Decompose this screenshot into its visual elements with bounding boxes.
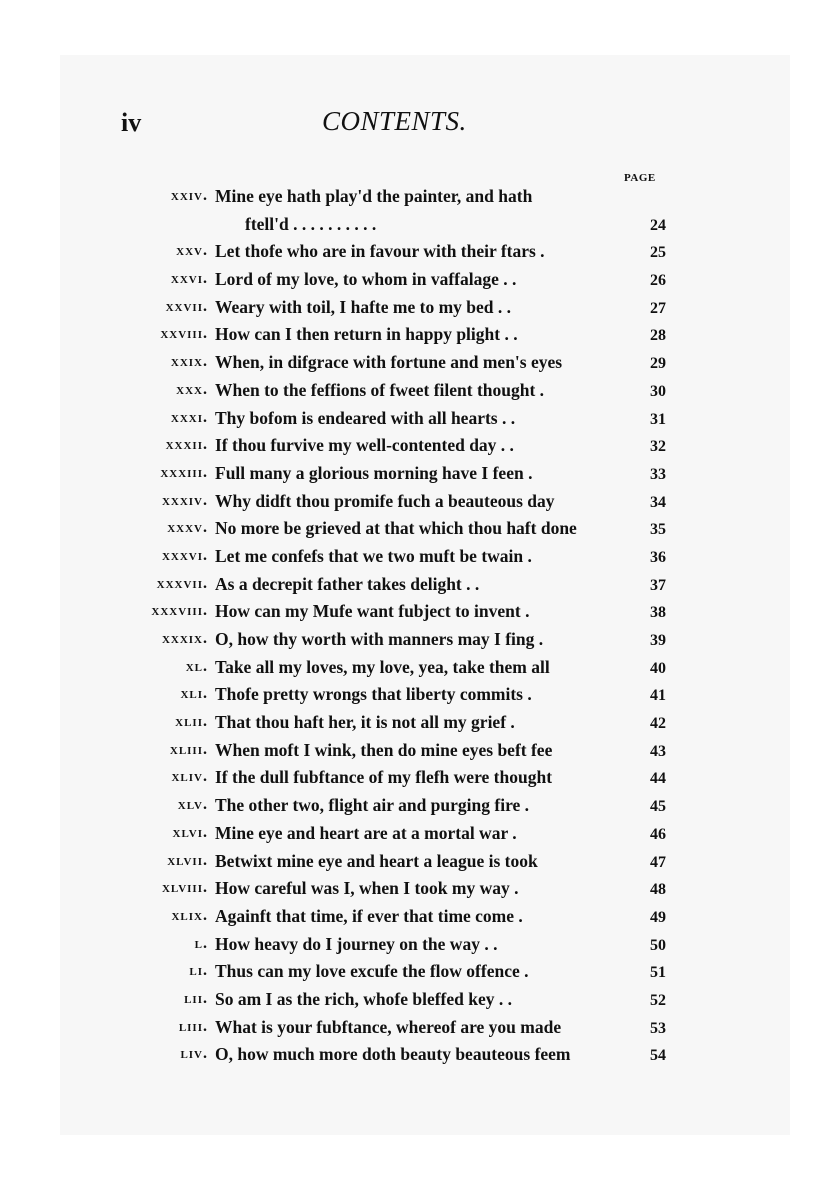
first-line: How can my Mufe want fubject to invent . bbox=[215, 601, 530, 622]
sonnet-number: xxx. bbox=[176, 380, 208, 398]
sonnet-number: xlviii. bbox=[161, 879, 208, 897]
first-line: So am I as the rich, whofe bleffed key . . bbox=[215, 988, 512, 1009]
page-number: 39 bbox=[650, 632, 666, 649]
page-number: 48 bbox=[650, 881, 666, 899]
sonnet-number: xlvi. bbox=[172, 823, 208, 841]
sonnet-number: xxxv. bbox=[167, 519, 208, 537]
contents-entry bbox=[0, 322, 840, 350]
contents-entry bbox=[0, 239, 840, 267]
first-line: How can I then return in happy plight . . bbox=[215, 324, 518, 345]
sonnet-number: xxv. bbox=[176, 242, 208, 260]
page-number: 26 bbox=[650, 272, 666, 290]
first-line: Let thofe who are in favour with their ftars . bbox=[215, 241, 545, 262]
page-number: 46 bbox=[650, 825, 666, 843]
sonnet-number: li. bbox=[189, 962, 208, 980]
page-number: 38 bbox=[650, 604, 666, 622]
contents-list bbox=[0, 184, 840, 1070]
contents-entry bbox=[0, 516, 840, 544]
contents-entry bbox=[0, 489, 840, 517]
contents-entry bbox=[0, 765, 840, 793]
page-number: 29 bbox=[650, 355, 666, 373]
page-number: 49 bbox=[650, 908, 666, 926]
page-number: 47 bbox=[650, 853, 666, 871]
sonnet-number: xlix. bbox=[171, 906, 208, 924]
sonnet-number: xli. bbox=[180, 685, 208, 703]
sonnet-number: xxxvi. bbox=[161, 546, 208, 564]
page-number: 28 bbox=[650, 327, 666, 345]
sonnet-number: l. bbox=[194, 934, 208, 952]
first-line: What is your fubftance, whereof are you made bbox=[215, 1016, 562, 1037]
page-title: CONTENTS. bbox=[322, 106, 467, 136]
first-line: That thou haft her, it is not all my grief . bbox=[215, 712, 515, 733]
contents-entry bbox=[0, 932, 840, 960]
page-number: 30 bbox=[650, 382, 666, 400]
page-number: 36 bbox=[650, 548, 666, 566]
sonnet-number: xlv. bbox=[177, 796, 208, 814]
contents-entry bbox=[0, 710, 840, 738]
contents-entry bbox=[0, 267, 840, 295]
sonnet-number: xxxvii. bbox=[156, 574, 208, 592]
page-number: 43 bbox=[650, 742, 666, 760]
first-line: Betwixt mine eye and heart a league is took bbox=[215, 850, 538, 871]
first-line: As a decrepit father takes delight . . bbox=[215, 573, 480, 594]
contents-entry bbox=[0, 793, 840, 821]
contents-entry bbox=[0, 655, 840, 683]
first-line: Thofe pretty wrongs that liberty commits . bbox=[215, 684, 532, 705]
page-number: 42 bbox=[650, 715, 666, 733]
page-folio: iv bbox=[121, 108, 142, 137]
contents-entry bbox=[0, 599, 840, 627]
page-number: 41 bbox=[650, 687, 666, 705]
contents-entry bbox=[0, 406, 840, 434]
page-column-label: PAGE bbox=[624, 172, 656, 184]
contents-entry bbox=[0, 461, 840, 489]
first-line: How heavy do I journey on the way . . bbox=[215, 933, 498, 954]
sonnet-number: xxiv. bbox=[170, 187, 208, 204]
first-line: Thus can my love excufe the flow offence . bbox=[215, 961, 529, 982]
contents-entry bbox=[0, 1015, 840, 1043]
sonnet-number: xliv. bbox=[171, 768, 208, 786]
contents-entry bbox=[0, 627, 840, 655]
page-number: 25 bbox=[650, 244, 666, 262]
contents-entry bbox=[0, 682, 840, 710]
page-number: 51 bbox=[650, 964, 666, 982]
first-line: Full many a glorious morning have I feen . bbox=[215, 462, 533, 483]
sonnet-number: liii. bbox=[178, 1017, 208, 1035]
contents-entry bbox=[0, 1042, 840, 1070]
first-line: If thou furvive my well-contented day . . bbox=[215, 435, 514, 456]
contents-entry bbox=[0, 433, 840, 461]
first-line: Mine eye hath play'd the painter, and hath bbox=[215, 186, 533, 206]
contents-entry bbox=[0, 212, 840, 240]
page-number: 24 bbox=[650, 216, 666, 234]
sonnet-number: xxxiv. bbox=[161, 491, 208, 509]
page-number: 45 bbox=[650, 798, 666, 816]
contents-entry bbox=[0, 904, 840, 932]
first-line: If the dull fubftance of my flefh were thought bbox=[215, 767, 553, 788]
page-number: 54 bbox=[650, 1047, 666, 1065]
page-number: 31 bbox=[650, 410, 666, 428]
first-line: O, how much more doth beauty beauteous feem bbox=[215, 1044, 571, 1065]
sonnet-number: xxxviii. bbox=[151, 602, 208, 620]
first-line: When, in difgrace with fortune and men's eyes bbox=[215, 352, 563, 373]
first-line: Againft that time, if ever that time come . bbox=[215, 905, 523, 926]
first-line: Mine eye and heart are at a mortal war . bbox=[215, 822, 517, 843]
sonnet-number: liv. bbox=[180, 1045, 208, 1063]
first-line: Why didft thou promife fuch a beauteous day bbox=[215, 490, 555, 511]
page-number: 52 bbox=[650, 991, 666, 1009]
page-number: 27 bbox=[650, 299, 666, 317]
first-line: Thy bofom is endeared with all hearts . . bbox=[215, 407, 516, 428]
contents-entry bbox=[0, 544, 840, 572]
contents-entry bbox=[0, 876, 840, 904]
contents-entry bbox=[0, 821, 840, 849]
page-number: 35 bbox=[650, 521, 666, 539]
page-number: 53 bbox=[650, 1019, 666, 1037]
contents-entry bbox=[0, 350, 840, 378]
sonnet-number: xl. bbox=[185, 657, 208, 675]
contents-entry bbox=[0, 987, 840, 1015]
page-number: 33 bbox=[650, 465, 666, 483]
contents-entry bbox=[0, 959, 840, 987]
page-number: 32 bbox=[650, 438, 666, 456]
sonnet-number: xxxix. bbox=[161, 630, 208, 647]
page-number: 50 bbox=[650, 936, 666, 954]
first-line: Lord of my love, to whom in vaffalage . . bbox=[215, 269, 517, 290]
first-line: How careful was I, when I took my way . bbox=[215, 878, 519, 899]
page-number: 44 bbox=[650, 770, 666, 788]
sonnet-number: xxviii. bbox=[160, 325, 208, 343]
first-line: When moft I wink, then do mine eyes beft fee bbox=[215, 739, 553, 760]
first-line: Let me confefs that we two muft be twain . bbox=[215, 545, 532, 566]
contents-entry bbox=[0, 738, 840, 766]
contents-entry bbox=[0, 849, 840, 877]
sonnet-number: lii. bbox=[184, 989, 208, 1007]
sonnet-number: xxvi. bbox=[170, 270, 208, 288]
first-line: The other two, flight air and purging fire . bbox=[215, 795, 530, 816]
sonnet-number: xxxi. bbox=[170, 408, 208, 426]
sonnet-number: xliii. bbox=[169, 740, 208, 758]
sonnet-number: xxix. bbox=[170, 353, 208, 371]
page-number: 34 bbox=[650, 493, 666, 511]
contents-entry bbox=[0, 295, 840, 323]
first-line: Take all my loves, my love, yea, take them all bbox=[215, 656, 550, 677]
first-line: O, how thy worth with manners may I fing . bbox=[215, 629, 544, 649]
first-line: Weary with toil, I hafte me to my bed . . bbox=[215, 296, 512, 317]
contents-entry bbox=[0, 184, 840, 212]
first-line: ftell'd . . . . . . . . . . bbox=[245, 213, 377, 234]
first-line: No more be grieved at that which thou haft done bbox=[215, 518, 577, 539]
page-number: 40 bbox=[650, 659, 666, 677]
sonnet-number: xxxiii. bbox=[160, 463, 208, 481]
page-number: 37 bbox=[650, 576, 666, 594]
contents-entry bbox=[0, 572, 840, 600]
first-line: When to the feffions of fweet filent thought . bbox=[215, 379, 545, 400]
contents-entry bbox=[0, 378, 840, 406]
sonnet-number: xlii. bbox=[175, 713, 208, 731]
sonnet-number: xxvii. bbox=[165, 297, 208, 315]
sonnet-number: xlvii. bbox=[167, 851, 208, 869]
sonnet-number: xxxii. bbox=[165, 436, 208, 454]
